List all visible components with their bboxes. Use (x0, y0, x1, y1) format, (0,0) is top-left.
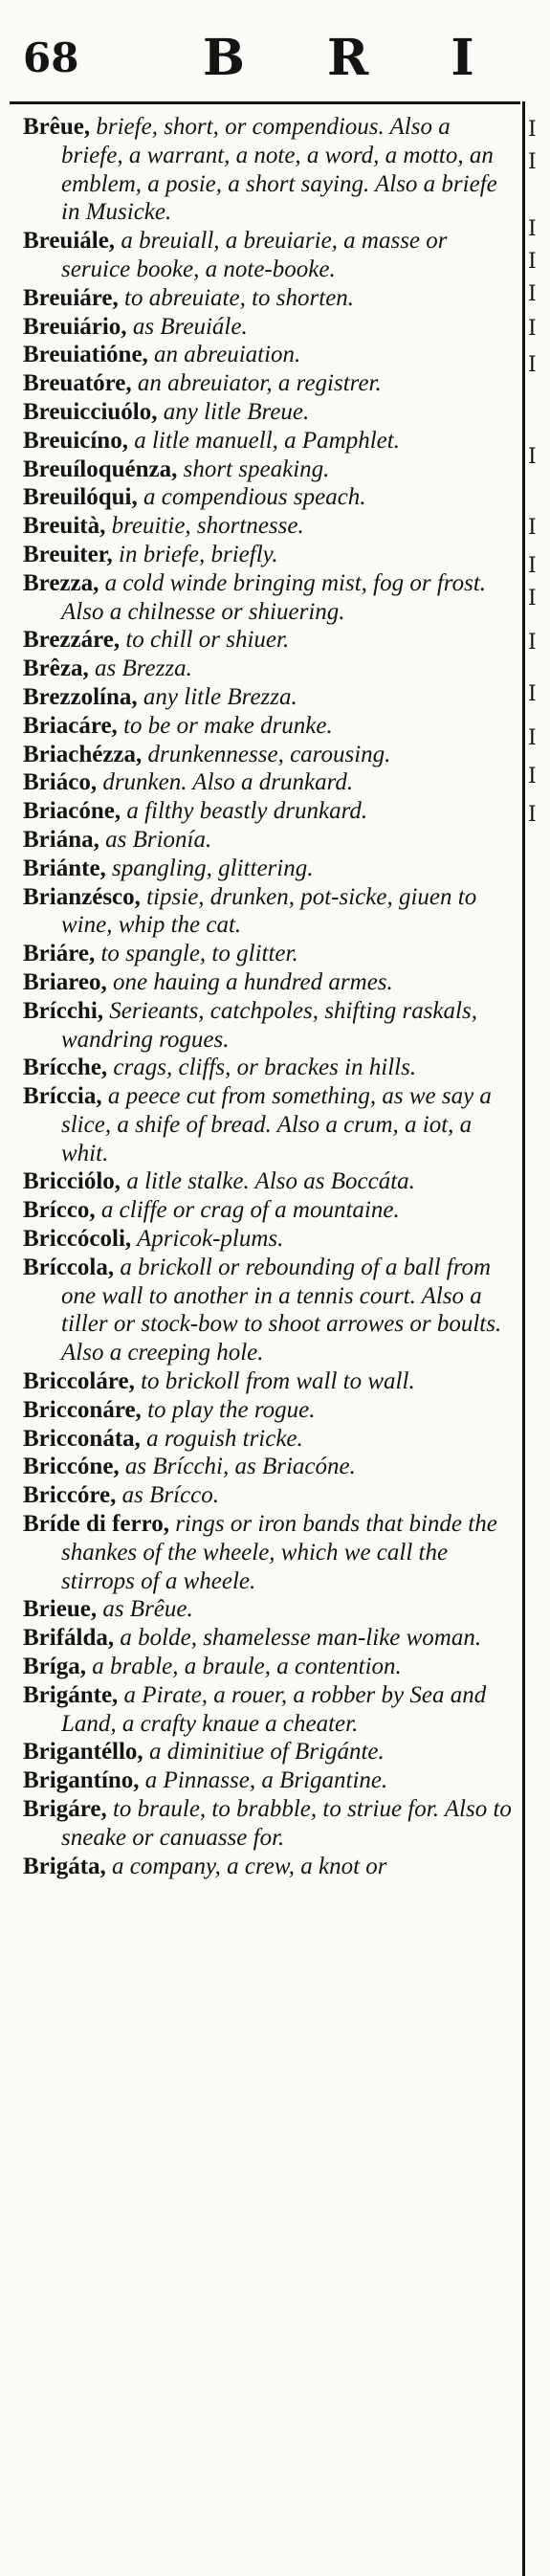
dictionary-entry (23, 826, 517, 855)
entry-headword: Bríga, (23, 1654, 86, 1680)
entry-headword: Breuilóqui, (23, 484, 138, 511)
right-column-letter: I (528, 445, 537, 469)
entry-definition: a company, a crew, a knot or (105, 1853, 387, 1879)
entry-headword: Breuíloquénza, (23, 455, 178, 482)
entry-headword: Briccócoli, (23, 1226, 132, 1253)
entry-definition: a breuiall, a breuiarie, a masse or seruice booke, a note-booke. (61, 228, 448, 282)
right-column-letter: I (528, 726, 537, 750)
dictionary-entry (23, 1082, 517, 1167)
right-column-letter: I (528, 587, 537, 611)
entry-headword: Bricciólo, (23, 1168, 121, 1195)
entry-headword: Brezzáre, (23, 627, 121, 654)
entry-definition: a Pirate, a rouer, a robber by Sea and Land, a crafty knaue a cheater. (61, 1681, 487, 1737)
entry-definition: a diminitiue of Brigánte. (143, 1739, 385, 1765)
entry-definition: to brickoll from wall to wall. (134, 1368, 415, 1395)
entry-definition: rings or iron bands that binde the shankes of the wheele, which we call the stirrops of a wheele. (61, 1511, 497, 1594)
entry-definition: crags, cliffs, or brackes in hills. (107, 1055, 417, 1081)
entry-headword: Brigantéllo, (23, 1739, 143, 1765)
entry-definition: a litle stalke. Also as Boccáta. (121, 1168, 415, 1195)
entry-definition: tipsie, drunken, pot-sicke, giuen to wine, whip the cat. (61, 883, 477, 939)
entry-definition: breuitie, shortnesse. (105, 513, 304, 540)
dictionary-entry (23, 1738, 517, 1766)
entry-definition: as Brionía. (99, 826, 212, 853)
dictionary-entry (23, 512, 517, 541)
dictionary-entry (23, 313, 517, 342)
dictionary-entry (23, 113, 517, 227)
entry-definition: to chill or shiuer. (120, 627, 290, 654)
entry-definition: a cold winde bringing mist, fog or frost. Also a chilnesse or shiuering. (61, 569, 487, 625)
page-number: 68 (23, 34, 79, 81)
entry-headword: Brícche, (23, 1055, 108, 1081)
entry-headword: Briáco, (23, 769, 98, 796)
dictionary-entry (23, 1054, 517, 1082)
entry-headword: Briachézza, (23, 741, 143, 767)
right-column-letter: I (528, 353, 537, 377)
dictionary-entry (23, 712, 517, 741)
dictionary-entry (23, 883, 517, 941)
entry-headword: Brianzésco, (23, 883, 141, 910)
entry-headword: Brêue, (23, 114, 91, 140)
dictionary-entry (23, 1225, 517, 1254)
entry-definition: to play the rogue. (141, 1396, 316, 1423)
right-column-letter: I (528, 803, 537, 827)
dictionary-entry (23, 398, 517, 427)
dictionary-entry (23, 1167, 517, 1196)
entry-definition: to braule, to brabble, to striue for. Also to sneake or canuasse for. (61, 1796, 512, 1851)
entry-headword: Breuiatióne, (23, 342, 148, 368)
entry-definition: as Brezza. (88, 655, 192, 682)
dictionary-entry (23, 227, 517, 284)
dictionary-entry (23, 455, 517, 484)
entry-definition: as Brícco. (116, 1482, 220, 1509)
entry-headword: Bricconáre, (23, 1396, 142, 1423)
entry-definition: a Pinnasse, a Brigantine. (139, 1767, 388, 1794)
dictionary-entry (23, 541, 517, 569)
entry-headword: Briccóre, (23, 1482, 117, 1509)
entry-definition: to spangle, to glitter. (95, 941, 298, 967)
dictionary-entry (23, 1653, 517, 1681)
column-divider (522, 101, 525, 2576)
entry-definition: Apricok-plums. (131, 1226, 284, 1253)
dictionary-entry (23, 1254, 517, 1367)
right-column-letter: I (528, 516, 537, 540)
dictionary-entry (23, 855, 517, 883)
dictionary-entry (23, 1510, 517, 1595)
entry-headword: Briccóne, (23, 1454, 120, 1480)
dictionary-entry (23, 1766, 517, 1795)
dictionary-entry (23, 1367, 517, 1396)
dictionary-entry (23, 940, 517, 968)
entry-headword: Briccoláre, (23, 1368, 135, 1395)
dictionary-entry (23, 1595, 517, 1624)
entry-headword: Briacáre, (23, 712, 118, 739)
entry-headword: Brezza, (23, 569, 99, 596)
entry-headword: Bricconáta, (23, 1425, 141, 1452)
entry-definition: a roguish tricke. (140, 1425, 303, 1452)
entry-headword: Briáre, (23, 941, 96, 967)
entry-definition: a compendious speach. (137, 484, 366, 511)
dictionary-entry (23, 284, 517, 313)
entry-headword: Breuiter, (23, 541, 113, 567)
entry-headword: Breuiáre, (23, 284, 119, 311)
entry-headword: Briareo, (23, 968, 107, 995)
page-title: B R I (203, 29, 507, 87)
dictionary-entry (23, 1795, 517, 1853)
dictionary-entry (23, 1624, 517, 1653)
dictionary-entry (23, 741, 517, 769)
entry-headword: Brêza, (23, 655, 89, 682)
entry-headword: Bríde di ferro, (23, 1511, 169, 1538)
entry-definition: a litle manuell, a Pamphlet. (127, 427, 400, 454)
entry-definition: a cliffe or crag of a mountaine. (95, 1197, 400, 1224)
dictionary-entry (23, 1425, 517, 1454)
entry-definition: a peece cut from something, as we say a slice, a shife of bread. Also a crum, a iot, a whit. (61, 1083, 492, 1166)
entry-headword: Briána, (23, 826, 99, 853)
entry-headword: Brieue, (23, 1596, 98, 1623)
entry-definition: to abreuiate, to shorten. (118, 284, 355, 311)
dictionary-entry (23, 997, 517, 1055)
entry-headword: Brícco, (23, 1197, 96, 1224)
entry-definition: any litle Breue. (157, 398, 310, 425)
entry-headword: Briacóne, (23, 798, 121, 825)
dictionary-entry (23, 655, 517, 683)
entry-definition: as Brêue. (97, 1596, 193, 1623)
right-column-letter: I (528, 282, 537, 306)
entry-definition: any litle Brezza. (137, 683, 297, 710)
entry-headword: Brigánte, (23, 1681, 119, 1708)
entry-headword: Bríccia, (23, 1083, 102, 1110)
dictionary-entry (23, 1396, 517, 1425)
right-column-letter: I (528, 217, 537, 241)
dictionary-entry (23, 797, 517, 826)
entry-headword: Breuicciuólo, (23, 398, 158, 425)
entry-headword: Brícchi, (23, 997, 104, 1024)
entry-definition: briefe, short, or compendious. Also a briefe, a warrant, a note, a word, a motto, an emblem, a posie, a short saying. Also a briefe in Musicke. (61, 114, 497, 226)
entry-headword: Breuità, (23, 513, 106, 540)
entry-definition: drunkennesse, carousing. (142, 741, 391, 767)
entry-definition: a brickoll or rebounding of a ball from one wall to another in a tennis court. Also a tiller or stock-bow to shoot arrowes or boults. Also a creeping hole. (61, 1254, 502, 1366)
dictionary-entry (23, 341, 517, 369)
right-column-letter: I (528, 765, 537, 788)
dictionary-entry (23, 683, 517, 712)
entry-headword: Breuicíno, (23, 427, 128, 454)
entry-definition: drunken. Also a drunkard. (97, 769, 354, 796)
dictionary-entry (23, 768, 517, 797)
right-column-letter: I (528, 682, 537, 706)
entry-headword: Breuatóre, (23, 370, 132, 397)
dictionary-entry (23, 968, 517, 997)
entry-definition: Serieants, catchpoles, shifting raskals, wandring rogues. (61, 997, 477, 1053)
dictionary-entry (23, 1453, 517, 1481)
entry-headword: Briánte, (23, 855, 106, 881)
dictionary-entry (23, 427, 517, 455)
right-column-letter: I (528, 150, 537, 174)
entry-list (23, 113, 517, 1880)
entry-headword: Breuiále, (23, 228, 116, 255)
entry-headword: Brezzolína, (23, 683, 138, 710)
entry-definition: a bolde, shamelesse man-like woman. (114, 1625, 482, 1652)
entry-definition: an abreuiation. (147, 342, 301, 368)
dictionary-entry (23, 1196, 517, 1225)
entry-definition: as Breuiále. (126, 313, 248, 340)
right-column-letter: I (528, 250, 537, 274)
right-column-letter: I (528, 554, 537, 578)
entry-definition: as Brícchi, as Briacóne. (119, 1454, 356, 1480)
dictionary-entry (23, 626, 517, 655)
entry-headword: Brigáta, (23, 1853, 106, 1879)
right-column-letter: I (528, 631, 537, 655)
entry-definition: a filthy beastly drunkard. (121, 798, 368, 825)
entry-headword: Brigantíno, (23, 1767, 140, 1794)
dictionary-entry (23, 369, 517, 398)
entry-definition: short speaking. (177, 455, 330, 482)
entry-headword: Brigáre, (23, 1796, 107, 1823)
header-rule (10, 101, 520, 104)
entry-definition: a brable, a braule, a contention. (85, 1654, 402, 1680)
dictionary-entry (23, 1681, 517, 1739)
dictionary-entry (23, 569, 517, 627)
page-header (23, 15, 530, 92)
dictionary-entry (23, 1481, 517, 1510)
entry-headword: Brifálda, (23, 1625, 115, 1652)
entry-definition: in briefe, briefly. (112, 541, 278, 567)
dictionary-entry (23, 483, 517, 512)
entry-definition: an abreuiator, a registrer. (131, 370, 382, 397)
entry-definition: one hauing a hundred armes. (106, 968, 393, 995)
right-column-letter: I (528, 317, 537, 341)
entry-headword: Breuiário, (23, 313, 127, 340)
entry-headword: Bríccola, (23, 1254, 115, 1280)
entry-definition: to be or make drunke. (117, 712, 333, 739)
entry-definition: spangling, glittering. (105, 855, 314, 881)
right-column-letter: I (528, 118, 537, 142)
dictionary-entry (23, 1853, 517, 1881)
